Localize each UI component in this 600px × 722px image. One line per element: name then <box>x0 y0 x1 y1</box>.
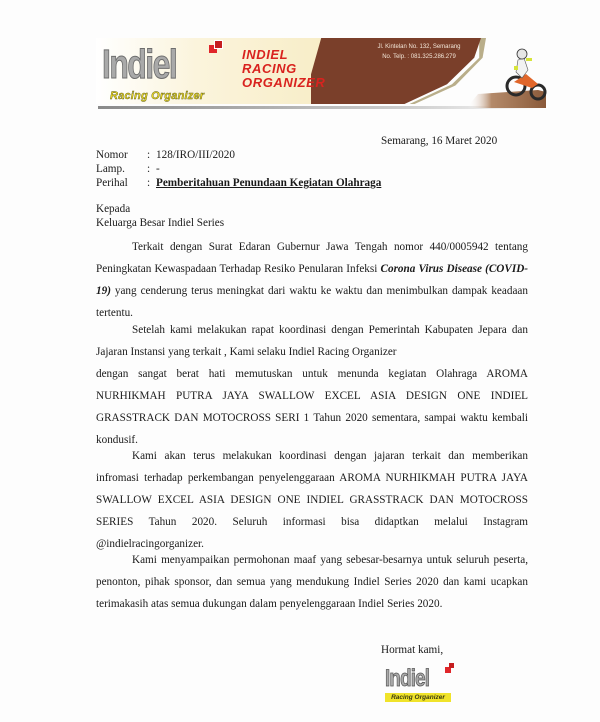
logo-wordmark: Indiel <box>102 41 177 87</box>
letter-date: Semarang, 16 Maret 2020 <box>381 135 498 147</box>
org-name-line: RACING <box>242 61 297 76</box>
phone: No. Telp. : 081.325.286.279 <box>382 54 456 60</box>
meta-colon: : <box>147 149 151 161</box>
letterhead <box>96 36 548 112</box>
meta-label-nomor: Nomor <box>96 149 128 161</box>
meta-label-lamp: Lamp. <box>96 163 125 175</box>
meta-colon: : <box>147 177 151 189</box>
paragraph-4: Kami menyampaikan permohonan maaf yang sebesar-besarnya untuk seluruh peserta, penonton, pihak sponsor, dan semua yang mendukung Indiel Series 2020 dan kami ucapkan terimakasih atas semua dukungan dalam penyelenggaraan Indiel Series 2020. <box>96 554 528 610</box>
signature-logo-wordmark: Indiel <box>385 665 430 692</box>
org-name-line: ORGANIZER <box>242 75 326 90</box>
signature-logo <box>383 663 455 705</box>
meta-label-perihal: Perihal <box>96 177 128 189</box>
subject-line: Pemberitahuan Penundaan Kegiatan Olahraga <box>156 177 382 189</box>
organization-name <box>242 48 325 90</box>
logo-red-square-icon <box>214 40 223 49</box>
recipient-name: Keluarga Besar Indiel Series <box>96 217 225 229</box>
address: Jl. Kintelan No. 132, Semarang <box>377 44 461 50</box>
covid-emphasis: Corona Virus Disease (COVID-19) <box>96 263 528 297</box>
paragraph-1 <box>96 236 528 324</box>
recipient-greeting: Kepada <box>96 203 131 215</box>
contact-block <box>354 42 484 62</box>
meta-colon: : <box>147 163 151 175</box>
paragraph-2-lead: Setelah kami melakukan rapat koordinasi dengan Pemerintah Kabupaten Jepara dan Jajaran Instansi yang terkait , Kami selaku Indiel Racing Organizer <box>96 324 528 358</box>
org-name-line: INDIEL <box>242 47 289 62</box>
paragraph-2-body: dengan sangat berat hati memutuskan untuk menunda kegiatan Olahraga AROMA NURHIKMAH PUTRA JAYA SWALLOW EXCEL ASIA DESIGN ONE INDIEL GRASSTRACK DAN MOTOCROSS SERI 1 Tahun 2020 sementara, sampai waktu kembali kondusif. <box>96 368 528 446</box>
meta-value-lamp: - <box>156 163 160 175</box>
meta-value-nomor: 128/IRO/III/2020 <box>156 149 235 161</box>
paragraph-1-text-cont: yang cenderung terus meningkat dari waktu ke waktu dan menimbulkan dampak keadaan tertentu. <box>96 285 528 319</box>
paragraph-1-text: Terkait dengan Surat Edaran Gubernur Jawa Tengah nomor 440/0005942 tentang Peningkatan Kewaspadaan Terhadap Resiko Penularan Infeksi <box>96 241 528 275</box>
closing: Hormat kami, <box>381 644 444 656</box>
motocross-rider-icon <box>468 36 548 108</box>
paragraph-3: Kami akan terus melakukan koordinasi dengan jajaran terkait dan memberikan infromasi terhadap perkembangan penyelenggaraan AROMA NURHIKMAH PUTRA JAYA SWALLOW EXCEL ASIA DESIGN ONE INDIEL GRASSTRACK DAN MOTOCROSS SERIES Tahun 2020. Seluruh informasi bisa didaptkan melalui Instagram @indielracingorganizer. <box>96 450 528 550</box>
signature-logo-subtitle: Racing Organizer <box>385 693 451 702</box>
signature-red-square-icon <box>449 663 454 668</box>
logo-subtitle: Racing Organizer <box>110 90 205 102</box>
